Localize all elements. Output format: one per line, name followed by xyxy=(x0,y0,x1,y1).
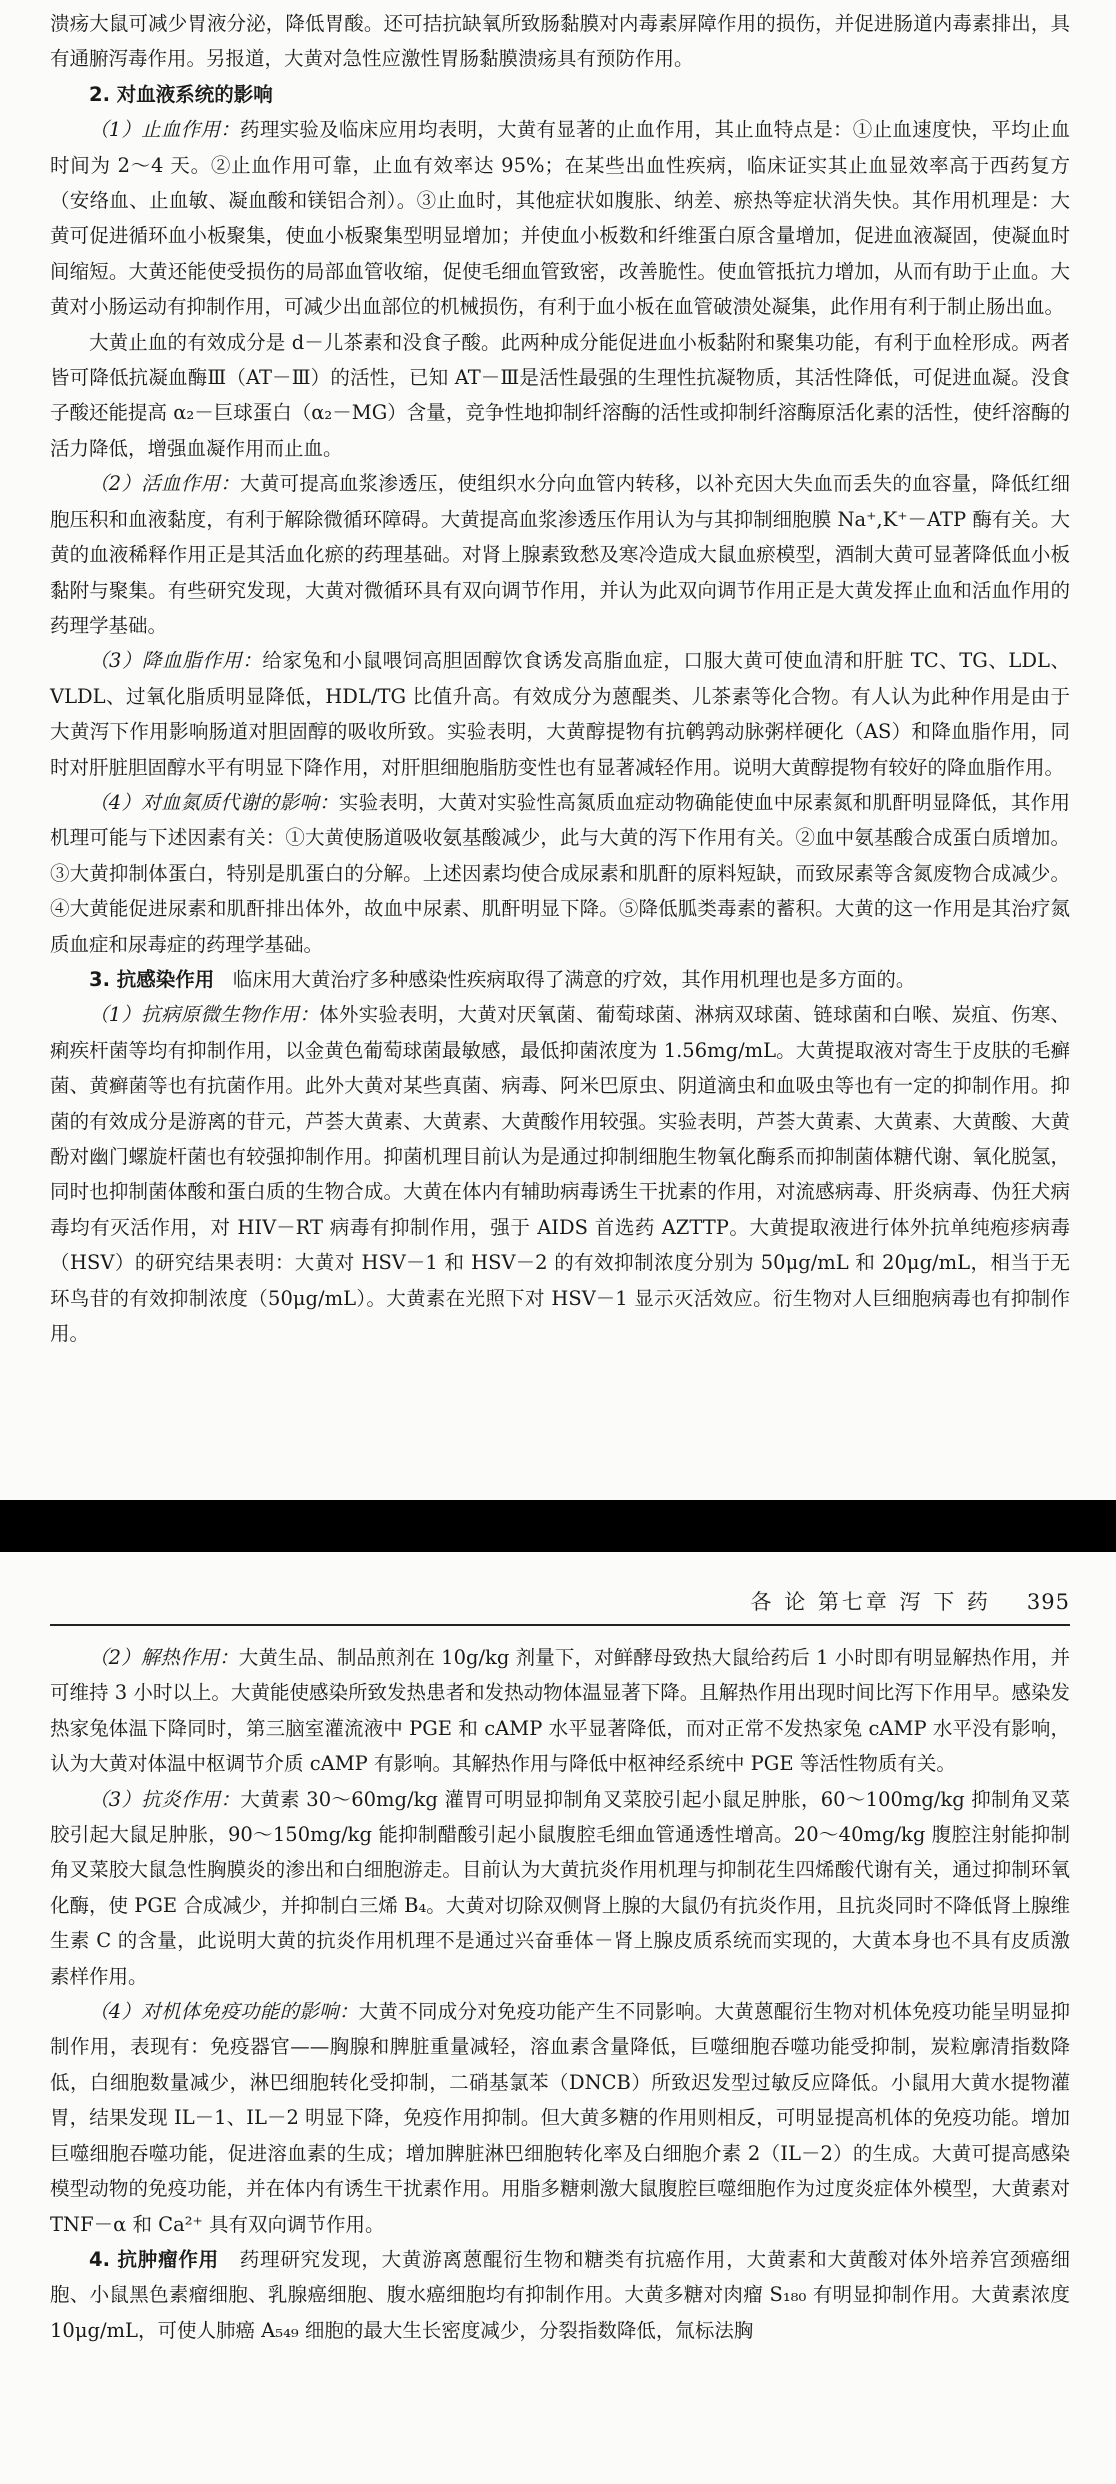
paragraph-antipyretic xyxy=(50,1640,1070,1782)
sub-label-nitrogen: （4）对血氮质代谢的影响： xyxy=(89,790,339,814)
section-heading-anti-infection: 3. 抗感染作用 xyxy=(89,967,215,991)
paragraph-text: 药理实验及临床应用均表明，大黄有显著的止血作用，其止血特点是：①止血速度快，平均止血时间为 2～4 天。②止血作用可靠，止血有效率达 95%；在某些出血性疾病，临床证实其止血显效率高于西药复方（安络血、止血敏、凝血酸和镁铝合剂）。③止血时，其他症状如腹胀、纳差、瘀热等症状消失快。其作用机理是：大黄可促进循环血小板聚集，使血小板聚集型明显增加；并使血小板数和纤维蛋白原含量增加，促进血液凝固，使凝血时间缩短。大黄还能使受损伤的局部血管收缩，促使毛细血管致密，改善脆性。使血管抵抗力增加，从而有助于止血。大黄对小肠运动有抑制作用，可减少出血部位的机械损伤，有利于血小板在血管破溃处凝集，此作用有利于制止肠出血。 xyxy=(50,118,1070,319)
section-heading-blood-system: 2. 对血液系统的影响 xyxy=(89,82,273,106)
paragraph-text: 大黄生品、制品煎剂在 10g/kg 剂量下，对鲜酵母致热大鼠给药后 1 小时即有明显解热作用，并可维持 3 小时以上。大黄能使感染所致发热患者和发热动物体温显著下降。且解热作用出现时间比泻下作用早。感染发热家兔体温下降同时，第三脑室灌流液中 PGE 和 cAMP 水平显著降低，而对正常不发热家兔 cAMP 水平没有影响，认为大黄对体温中枢调节介质 cAMP 有影响。其解热作用与降低中枢神经系统中 PGE 等活性物质有关。 xyxy=(50,1646,1070,1776)
sub-label-lipid: （3）降血脂作用： xyxy=(89,649,263,673)
paragraph-immune-function xyxy=(50,1994,1070,2242)
paragraph-text: 给家兔和小鼠喂饲高胆固醇饮食诱发高脂血症，口服大黄可使血清和肝脏 TC、TG、LDL、VLDL、过氧化脂质明显降低，HDL/TG 比值升高。有效成分为蒽醌类、儿茶素等化合物。有人认为此种作用是由于大黄泻下作用影响肠道对胆固醇的吸收所致。实验表明，大黄醇提物有抗鹌鹑动脉粥样硬化（AS）和降血脂作用，同时对肝脏胆固醇水平有明显下降作用，对肝胆细胞脂肪变性也有显著减轻作用。说明大黄醇提物有较好的降血脂作用。 xyxy=(50,649,1070,779)
paragraph-text: 药理研究发现，大黄游离蒽醌衍生物和糖类有抗癌作用，大黄素和大黄酸对体外培养宫颈癌细胞、小鼠黑色素瘤细胞、乳腺癌细胞、腹水癌细胞均有抑制作用。大黄多糖对肉瘤 S₁₈₀ 有明显抑制作用。大黄素浓度 10μg/mL，可使人肺癌 A₅₄₉ 细胞的最大生长密度减少，分裂指数降低，氚标法胸 xyxy=(50,2247,1070,2342)
paragraph-text: 大黄素 30～60mg/kg 灌胃可明显抑制角叉菜胶引起小鼠足肿胀，60～100mg/kg 抑制角叉菜胶引起大鼠足肿胀，90～150mg/kg 能抑制醋酸引起小鼠腹腔毛细血管通透性增高。20～40mg/kg 腹腔注射能抑制角叉菜胶大鼠急性胸膜炎的渗出和白细胞游走。目前认为大黄抗炎作用机理与抑制花生四烯酸代谢有关，通过抑制环氧化酶，使 PGE 合成减少，并抑制白三烯 B₄。大黄对切除双侧肾上腺的大鼠仍有抗炎作用，且抗炎同时不降低肾上腺维生素 C 的含量，此说明大黄的抗炎作用机理不是通过兴奋垂体－肾上腺皮质系统而实现的，大黄本身也不具有皮质激素样作用。 xyxy=(50,1787,1070,1988)
paragraph-anti-tumor xyxy=(50,2242,1070,2348)
paragraph-blood-circulation xyxy=(50,466,1070,643)
paragraph-text: 大黄可提高血浆渗透压，使组织水分向血管内转移，以补充因大失血而丢失的血容量，降低红细胞压积和血液黏度，有利于解除微循环障碍。大黄提高血浆渗透压作用认为与其抑制细胞膜 Na⁺,K⁺－ATP 酶有关。大黄的血液稀释作用正是其活血化瘀的药理基础。对肾上腺素致愁及寒冷造成大鼠血瘀模型，酒制大黄可显著降低血小板黏附与聚集。有些研究发现，大黄对微循环具有双向调节作用，并认为此双向调节作用正是大黄发挥止血和活血作用的药理学基础。 xyxy=(50,472,1070,637)
sub-label-antipyretic: （2）解热作用： xyxy=(89,1646,239,1669)
paragraph-lipid-lowering xyxy=(50,643,1070,785)
sub-label-antimicrobial: （1）抗病原微生物作用： xyxy=(89,1003,320,1027)
document-page-bottom xyxy=(0,1552,1116,2484)
sub-label-anti-inflammatory: （3）抗炎作用： xyxy=(89,1787,241,1811)
section-heading-anti-tumor: 4. 抗肿瘤作用 xyxy=(89,2247,219,2271)
sub-label-hemostasis: （1）止血作用： xyxy=(89,118,241,142)
paragraph-text: 临床用大黄治疗多种感染性疾病取得了满意的疗效，其作用机理也是多方面的。 xyxy=(232,967,916,991)
sub-label-circulation: （2）活血作用： xyxy=(89,472,241,496)
paragraph-text: 大黄不同成分对免疫功能产生不同影响。大黄蒽醌衍生物对机体免疫功能呈明显抑制作用，表现有：免疫器官——胸腺和脾脏重量减轻，溶血素含量降低，巨噬细胞吞噬功能受抑制，炭粒廓清指数降低，白细胞数量减少，淋巴细胞转化受抑制，二硝基氯苯（DNCB）所致迟发型过敏反应降低。小鼠用大黄水提物灌胃，结果发现 IL－1、IL－2 明显下降，免疫作用抑制。但大黄多糖的作用则相反，可明显提高机体的免疫功能。增加巨噬细胞吞噬功能，促进溶血素的生成；增加脾脏淋巴细胞转化率及白细胞介素 2（IL－2）的生成。大黄可提高感染模型动物的免疫功能，并在体内有诱生干扰素作用。用脂多糖刺激大鼠腹腔巨噬细胞作为过度炎症体外模型，大黄素对 TNF－α 和 Ca²⁺ 具有双向调节作用。 xyxy=(50,2000,1070,2236)
paragraph-antimicrobial xyxy=(50,997,1070,1351)
running-header xyxy=(50,1582,1070,1626)
paragraph-anti-inflammatory xyxy=(50,1782,1070,1994)
paragraph-hemostasis xyxy=(50,112,1070,324)
paragraph-text: 体外实验表明，大黄对厌氧菌、葡萄球菌、淋病双球菌、链球菌和白喉、炭疽、伤寒、痢疾杆菌等均有抑制作用，以金黄色葡萄球菌最敏感，最低抑菌浓度为 1.56mg/mL。大黄提取液对寄生于皮肤的毛癣菌、黄癣菌等也有抗菌作用。此外大黄对某些真菌、病毒、阿米巴原虫、阴道滴虫和血吸虫等也有一定的抑制作用。抑菌的有效成分是游离的苷元，芦荟大黄素、大黄素、大黄酸作用较强。实验表明，芦荟大黄素、大黄素、大黄酸、大黄酚对幽门螺旋杆菌也有较强抑制作用。抑菌机理目前认为是通过抑制细胞生物氧化酶系而抑制菌体糖代谢、氧化脱氢，同时也抑制菌体酸和蛋白质的生物合成。大黄在体内有辅助病毒诱生干扰素的作用，对流感病毒、肝炎病毒、伪狂犬病毒均有灭活作用，对 HIV－RT 病毒有抑制作用，强于 AIDS 首选药 AZTTP。大黄提取液进行体外抗单纯疱疹病毒（HSV）的研究结果表明：大黄对 HSV－1 和 HSV－2 的有效抑制浓度分别为 50μg/mL 和 20μg/mL，相当于无环鸟苷的有效抑制浓度（50μg/mL）。大黄素在光照下对 HSV－1 显示灭活效应。衍生物对人巨细胞病毒也有抑制作用。 xyxy=(50,1003,1070,1346)
paragraph-anti-infection xyxy=(50,962,1070,997)
page-number: 395 xyxy=(1026,1590,1070,1614)
chapter-title: 各 论 第七章 泻 下 药 xyxy=(750,1590,991,1614)
paragraph-nitrogen-metabolism xyxy=(50,785,1070,962)
paragraph-hemostatic-components: 大黄止血的有效成分是 d－儿茶素和没食子酸。此两种成分能促进血小板黏附和聚集功能，有利于血栓形成。两者皆可降低抗凝血酶Ⅲ（AT－Ⅲ）的活性，已知 AT－Ⅲ是活性最强的生理性抗凝物质，其活性降低，可促进血凝。没食子酸还能提高 α₂－巨球蛋白（α₂－MG）含量，竞争性地抑制纤溶酶的活性或抑制纤溶酶原活化素的活性，使纤溶酶的活力降低，增强血凝作用而止血。 xyxy=(50,330,1070,460)
paragraph-intro: 溃疡大鼠可减少胃液分泌，降低胃酸。还可拮抗缺氧所致肠黏膜对内毒素屏障作用的损伤，并促进肠道内毒素排出，具有通腑泻毒作用。另报道，大黄对急性应激性胃肠黏膜溃疡具有预防作用。 xyxy=(50,12,1070,71)
page-divider xyxy=(0,1500,1116,1552)
sub-label-immune: （4）对机体免疫功能的影响： xyxy=(89,2000,359,2024)
paragraph-text: 实验表明，大黄对实验性高氮质血症动物确能使血中尿素氮和肌酐明显降低，其作用机理可能与下述因素有关：①大黄使肠道吸收氨基酸减少，此与大黄的泻下作用有关。②血中氨基酸合成蛋白质增加。③大黄抑制体蛋白，特别是肌蛋白的分解。上述因素均使合成尿素和肌酐的原料短缺，而致尿素等含氮废物合成减少。④大黄能促进尿素和肌酐排出体外，故血中尿素、肌酐明显下降。⑤降低胍类毒素的蓄积。大黄的这一作用是其治疗氮质血症和尿毒症的药理学基础。 xyxy=(50,790,1070,956)
